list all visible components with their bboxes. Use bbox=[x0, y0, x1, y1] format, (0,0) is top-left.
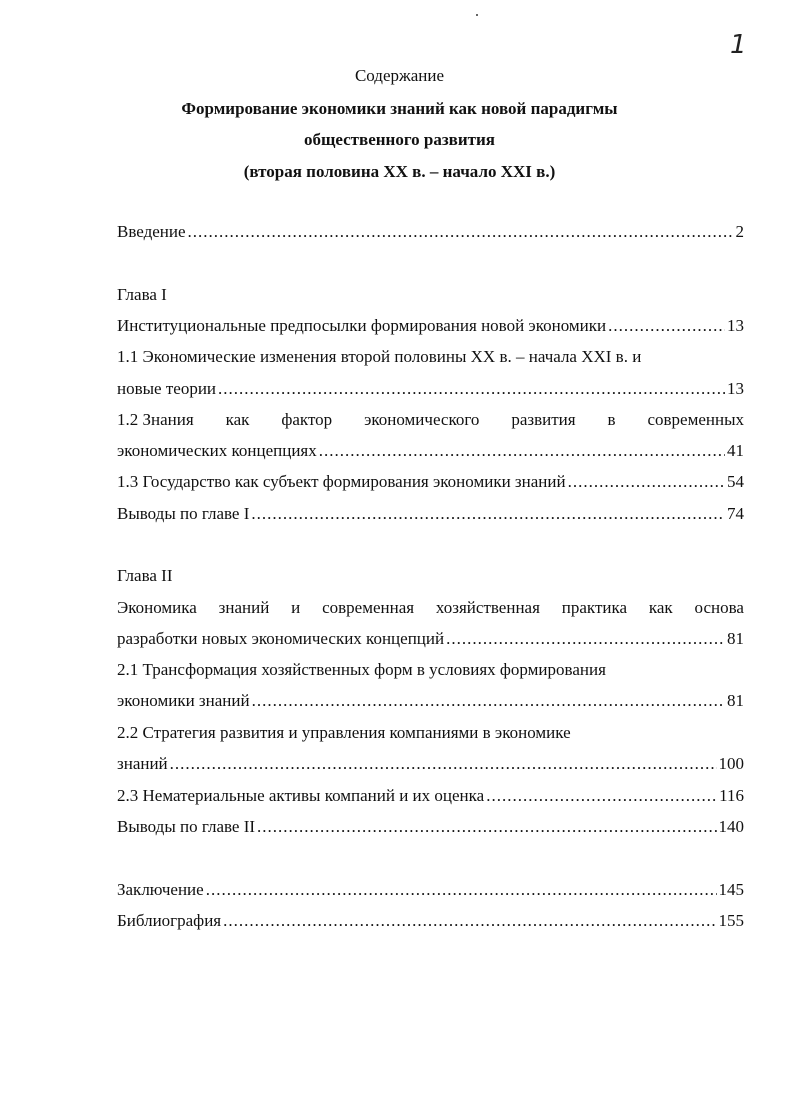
chapter-1-heading: Глава I bbox=[117, 285, 167, 304]
toc-entry-intro bbox=[117, 222, 744, 244]
toc-page: 100 bbox=[718, 754, 744, 773]
toc-label: экономики знаний bbox=[117, 691, 250, 710]
toc-entry-2-3 bbox=[117, 786, 744, 808]
page-title: Содержание bbox=[354, 66, 445, 85]
toc-label: Библиография bbox=[117, 911, 222, 930]
toc-label: 2.3 Нематериальные активы компаний и их оценка bbox=[117, 786, 485, 805]
word: как bbox=[225, 410, 250, 429]
toc-entry-chapter-2-title-line-2 bbox=[117, 629, 744, 651]
leader-dots bbox=[218, 379, 725, 399]
word: современных bbox=[647, 410, 744, 429]
toc-entry-1-2-line-1 bbox=[117, 410, 744, 432]
toc-entry-chapter-2-conclusions bbox=[117, 817, 744, 839]
word: как bbox=[648, 598, 673, 617]
toc-page: 81 bbox=[727, 629, 744, 648]
word: Экономика bbox=[117, 598, 197, 617]
toc-page: 74 bbox=[727, 504, 744, 523]
word: 1.2 Знания bbox=[117, 410, 194, 429]
subtitle-line-2: общественного развития bbox=[304, 130, 495, 149]
toc-page: 54 bbox=[727, 472, 744, 491]
word: современная bbox=[322, 598, 415, 617]
toc-page: 155 bbox=[718, 911, 744, 930]
word: экономического bbox=[364, 410, 480, 429]
toc-page: 81 bbox=[727, 691, 744, 710]
toc-entry-1-1-line-2 bbox=[117, 379, 744, 401]
leader-dots bbox=[446, 629, 725, 649]
toc-label: 1.3 Государство как субъект формирования экономики знаний bbox=[117, 472, 566, 491]
toc-entry-1-3 bbox=[117, 472, 744, 494]
subtitle-line-1: Формирование экономики знаний как новой парадигмы bbox=[181, 99, 618, 118]
leader-dots bbox=[257, 817, 716, 837]
toc-entry-1-2-line-2 bbox=[117, 441, 744, 463]
word: практика bbox=[561, 598, 628, 617]
leader-dots bbox=[223, 911, 716, 931]
word: хозяйственная bbox=[435, 598, 540, 617]
toc-entry-chapter-1-conclusions bbox=[117, 504, 744, 526]
word: в bbox=[607, 410, 616, 429]
leader-dots bbox=[486, 786, 717, 806]
toc-label: разработки новых экономических концепций bbox=[117, 629, 445, 648]
word: и bbox=[291, 598, 301, 617]
word: развития bbox=[511, 410, 576, 429]
leader-dots bbox=[568, 472, 725, 492]
scan-speck bbox=[476, 14, 478, 16]
toc-label: Выводы по главе II bbox=[117, 817, 256, 836]
toc-label: Выводы по главе I bbox=[117, 504, 250, 523]
leader-dots bbox=[188, 222, 734, 242]
toc-label: экономических концепциях bbox=[117, 441, 317, 460]
toc-entry-chapter-1-title bbox=[117, 316, 744, 338]
leader-dots bbox=[206, 880, 717, 900]
toc-entry-conclusion bbox=[117, 880, 744, 902]
toc-entry-2-1-line-1: 2.1 Трансформация хозяйственных форм в условиях формирования bbox=[117, 660, 606, 679]
toc-label: Введение bbox=[117, 222, 186, 241]
chapter-2-heading: Глава II bbox=[117, 566, 173, 585]
leader-dots bbox=[319, 441, 725, 461]
toc-page: 140 bbox=[718, 817, 744, 836]
toc-label: знаний bbox=[117, 754, 168, 773]
toc-page: 13 bbox=[727, 316, 744, 335]
toc-page: 13 bbox=[727, 379, 744, 398]
toc-page: 145 bbox=[718, 880, 744, 899]
leader-dots bbox=[251, 504, 725, 524]
word: основа bbox=[694, 598, 744, 617]
toc-page: 116 bbox=[719, 786, 744, 805]
handwritten-page-number: 1 bbox=[730, 30, 747, 60]
toc-entry-1-1-line-1: 1.1 Экономические изменения второй половины XX в. – начала XXI в. и bbox=[117, 347, 642, 366]
toc-page: 2 bbox=[735, 222, 744, 241]
word: знаний bbox=[218, 598, 270, 617]
word: фактор bbox=[281, 410, 333, 429]
toc-entry-chapter-2-title-line-1 bbox=[117, 598, 744, 620]
toc-entry-2-2-line-2 bbox=[117, 754, 744, 776]
toc-label: новые теории bbox=[117, 379, 217, 398]
toc-label: Заключение bbox=[117, 880, 204, 899]
toc-entry-2-2-line-1: 2.2 Стратегия развития и управления компаниями в экономике bbox=[117, 723, 571, 742]
toc-entry-2-1-line-2 bbox=[117, 691, 744, 713]
leader-dots bbox=[170, 754, 717, 774]
toc-entry-bibliography bbox=[117, 911, 744, 933]
toc-page: 41 bbox=[727, 441, 744, 460]
leader-dots bbox=[608, 316, 725, 336]
toc-label: Институциональные предпосылки формирования новой экономики bbox=[117, 316, 607, 335]
subtitle-line-3: (вторая половина XX в. – начало XXI в.) bbox=[243, 162, 556, 181]
leader-dots bbox=[252, 691, 725, 711]
